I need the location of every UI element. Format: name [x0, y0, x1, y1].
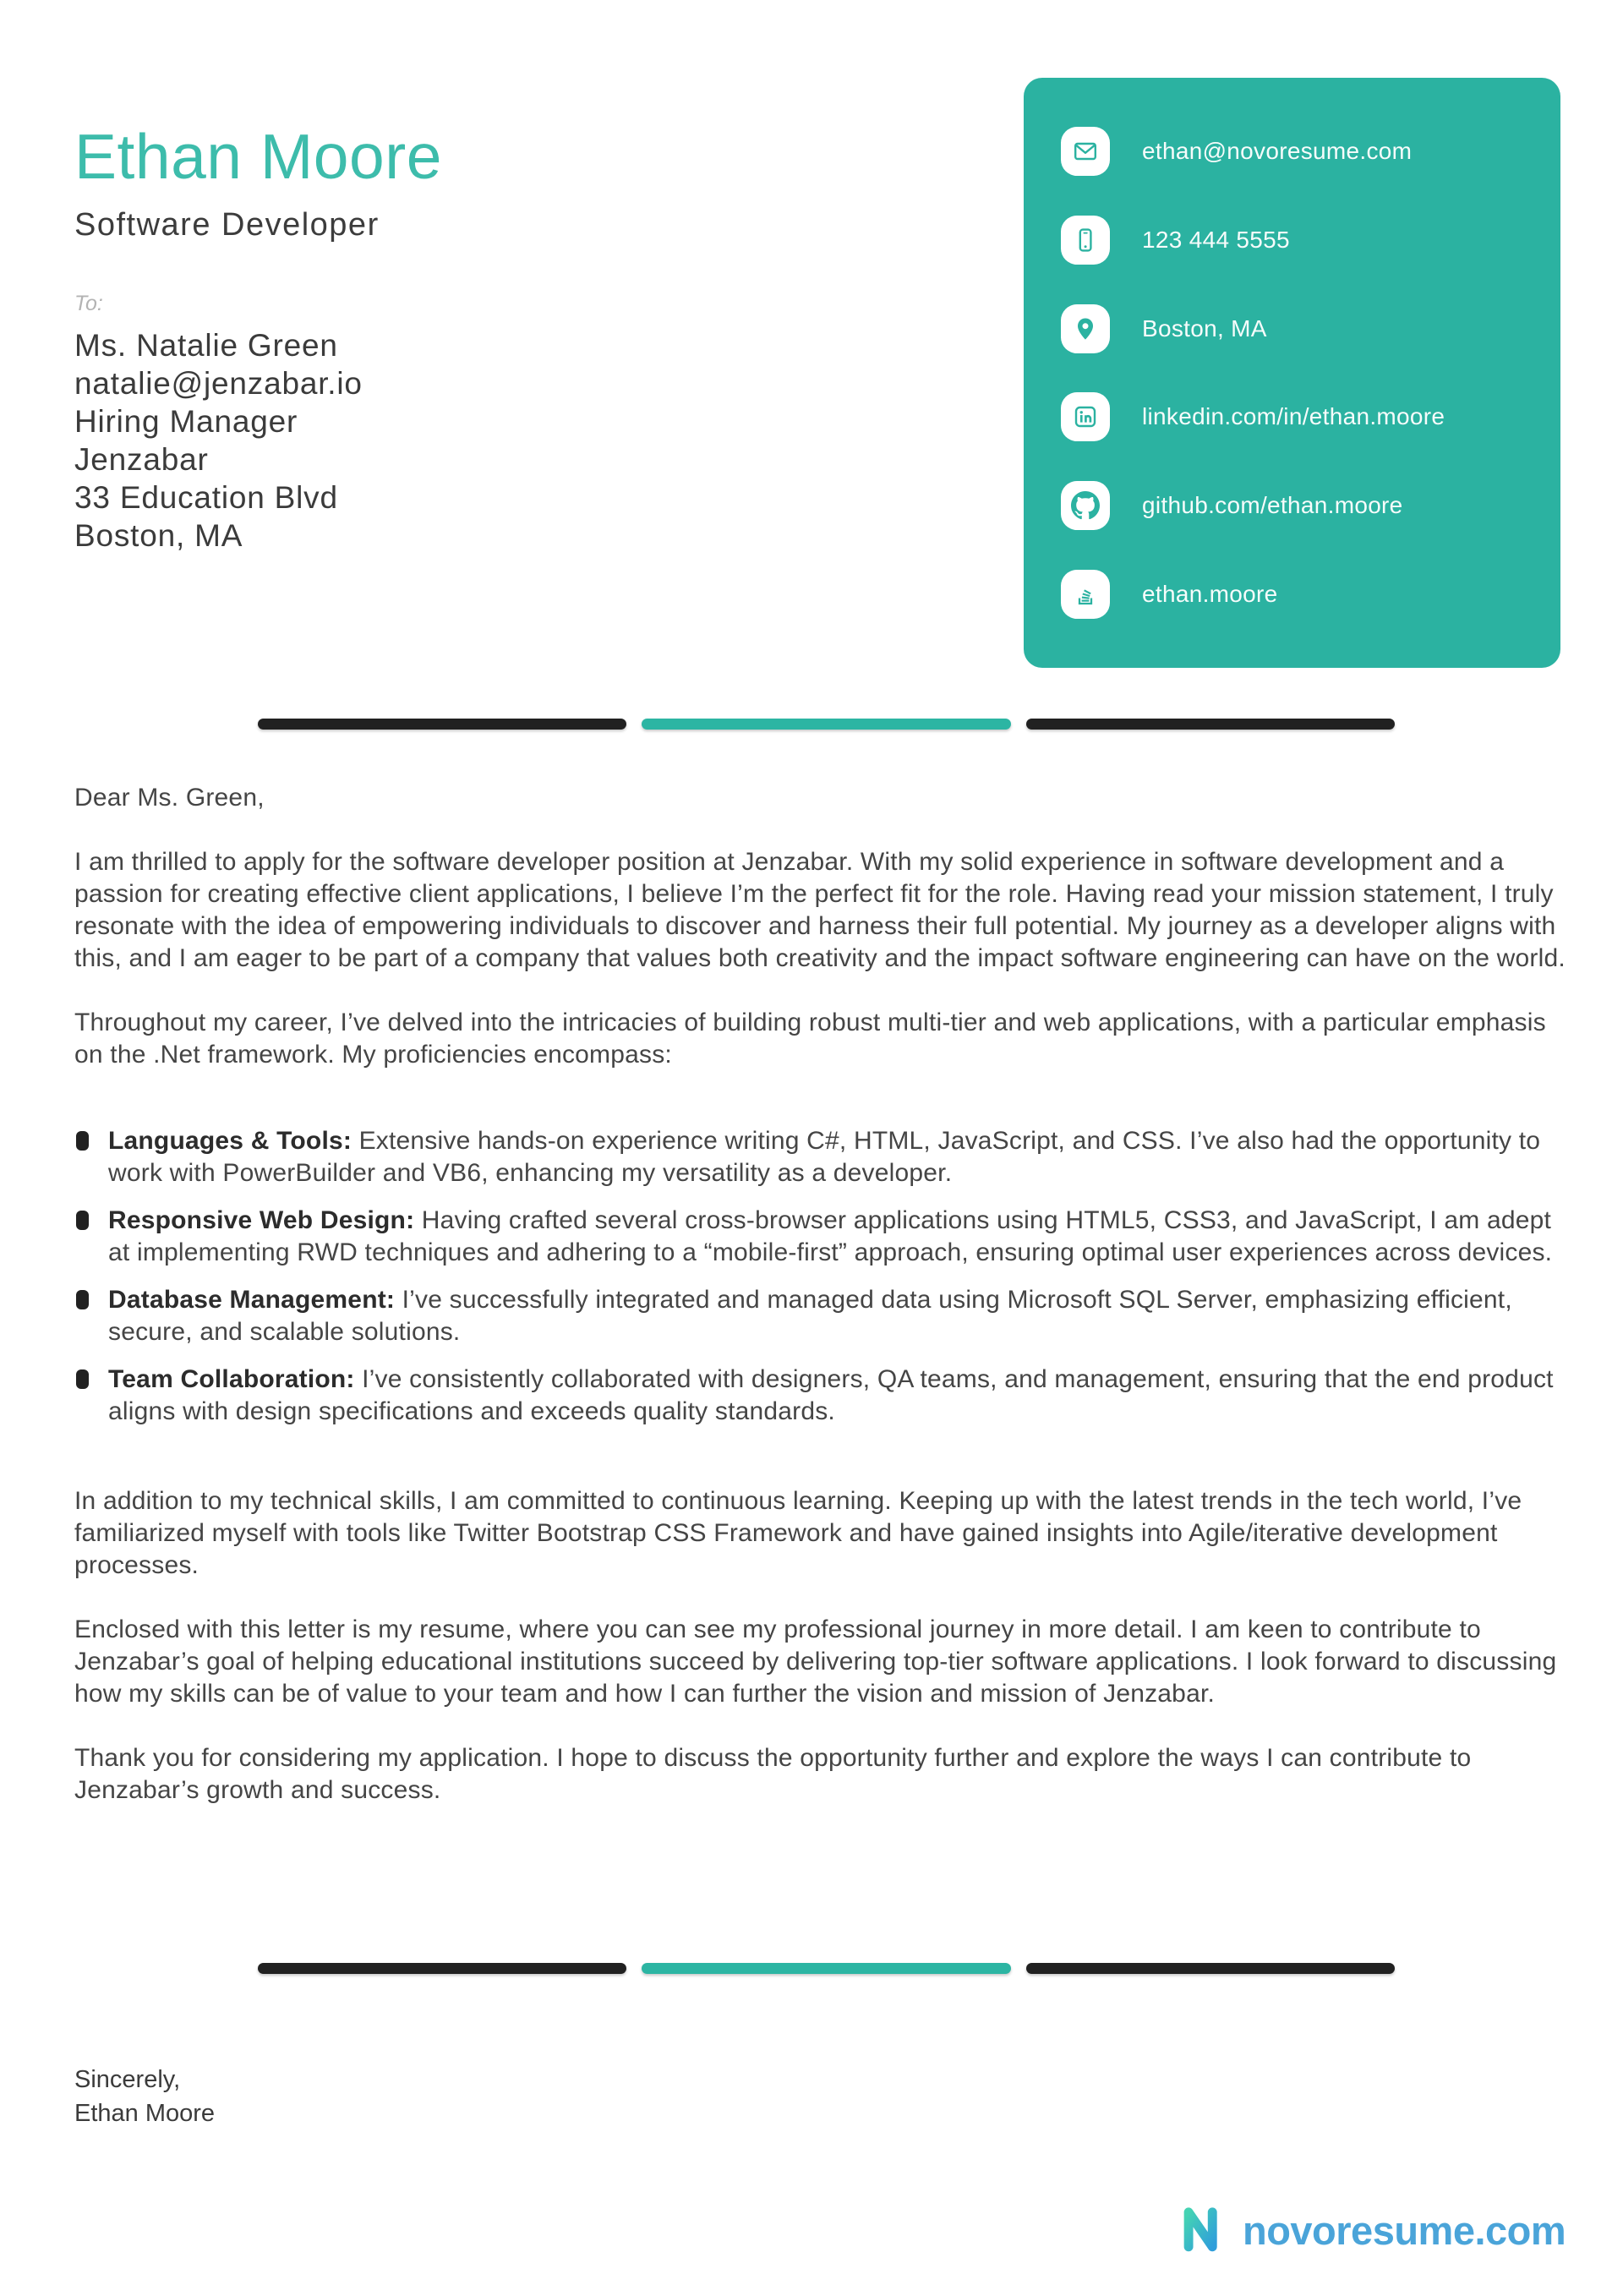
contact-card	[1024, 78, 1560, 668]
bullet-label: Languages & Tools:	[108, 1127, 352, 1155]
recipient-email: natalie@jenzabar.io	[74, 366, 363, 401]
contact-row-email	[1061, 127, 1523, 176]
skills-list	[74, 1125, 1571, 1428]
paragraph-learning: In addition to my technical skills, I am committed to continuous learning. Keeping up with the latest trends in the tech world, I’ve familiarized myself with tools like Twitter Bootstrap CSS Framework and have gained insights into Agile/iterative development processes.	[74, 1487, 1522, 1579]
bullet-label: Database Management:	[108, 1286, 396, 1314]
contact-location-value: Boston, MA	[1142, 314, 1267, 342]
section-divider-bottom	[258, 1963, 1395, 1974]
contact-linkedin-value: linkedin.com/in/ethan.moore	[1142, 403, 1445, 430]
bullet-label: Team Collaboration:	[108, 1365, 355, 1393]
divider-segment-dark	[1026, 719, 1395, 730]
stackoverflow-icon	[1061, 570, 1110, 619]
recipient-city: Boston, MA	[74, 518, 243, 553]
list-item	[74, 1364, 1571, 1428]
bullet-text: I’ve consistently collaborated with designers, QA teams, and management, ensuring that the end product aligns with design specifications and exceeds quality standards.	[108, 1365, 1554, 1425]
recipient-name: Ms. Natalie Green	[74, 328, 338, 363]
paragraph-intro: I am thrilled to apply for the software developer position at Jenzabar. With my solid experience in software development and a passion for creating effective client applications, I believe I’m the perfect fit for the role. Having read your mission statement, I truly resonate with the idea of empowering individuals to discover and harness their full potential. My journey as a developer aligns with this, and I am eager to be part of a company that values both creativity and the impact software engineering can have on the world.	[74, 848, 1566, 972]
bullet-label: Responsive Web Design:	[108, 1206, 415, 1234]
divider-segment-dark	[1026, 1963, 1395, 1974]
brand-wordmark: novoresume.com	[1243, 2208, 1566, 2253]
signature-block	[74, 2063, 215, 2130]
signoff: Sincerely,	[74, 2066, 181, 2093]
bullet-text: Extensive hands-on experience writing C#, HTML, JavaScript, and CSS. I’ve also had the opportunity to work with PowerBuilder and VB6, enhancing my versatility as a developer.	[108, 1127, 1541, 1187]
github-icon	[1061, 481, 1110, 530]
divider-segment-teal	[642, 719, 1010, 730]
phone-icon	[1061, 216, 1110, 265]
paragraph-enclosure: Enclosed with this letter is my resume, where you can see my professional journey in more detail. I am keen to contribute to Jenzabar’s goal of helping educational institutions succeed by delivering top-tier software applications. I look forward to discussing how my skills can be of value to your team and how I can further the vision and mission of Jenzabar.	[74, 1615, 1557, 1708]
applicant-job-title: Software Developer	[74, 207, 380, 243]
divider-segment-dark	[258, 719, 626, 730]
list-item	[74, 1125, 1571, 1189]
divider-segment-teal	[642, 1963, 1010, 1974]
contact-stackoverflow-value: ethan.moore	[1142, 580, 1278, 607]
divider-segment-dark	[258, 1963, 626, 1974]
contact-row-stackoverflow	[1061, 570, 1523, 619]
salutation: Dear Ms. Green,	[74, 784, 265, 812]
novoresume-logo-icon	[1177, 2201, 1231, 2260]
recipient-role: Hiring Manager	[74, 404, 298, 439]
bullet-text: Having crafted several cross-browser applications using HTML5, CSS3, and JavaScript, I am adept at implementing RWD techniques and adhering to a “mobile-first” approach, ensuring optimal user experiences across devices.	[108, 1206, 1553, 1266]
recipient-to-label: To:	[74, 292, 103, 315]
location-icon	[1061, 304, 1110, 353]
letter-body	[74, 782, 1571, 1839]
letter-header	[74, 121, 442, 555]
contact-row-linkedin	[1061, 392, 1523, 441]
contact-row-github	[1061, 481, 1523, 530]
list-item	[74, 1284, 1571, 1348]
section-divider-top	[258, 719, 1395, 730]
linkedin-icon	[1061, 392, 1110, 441]
paragraph-career: Throughout my career, I’ve delved into the intricacies of building robust multi-tier and web applications, with a particular emphasis on the .Net framework. My proficiencies encompass:	[74, 1009, 1546, 1069]
contact-row-location	[1061, 304, 1523, 353]
contact-phone-value: 123 444 5555	[1142, 226, 1290, 253]
recipient-street: 33 Education Blvd	[74, 480, 338, 515]
applicant-name: Ethan Moore	[74, 121, 442, 192]
contact-email-value: ethan@novoresume.com	[1142, 138, 1413, 164]
recipient-block	[74, 326, 442, 555]
recipient-company: Jenzabar	[74, 442, 209, 477]
contact-row-phone	[1061, 216, 1523, 265]
contact-github-value: github.com/ethan.moore	[1142, 492, 1403, 519]
brand-footer	[1177, 2201, 1566, 2260]
bullet-text: I’ve successfully integrated and managed data using Microsoft SQL Server, emphasizing efficient, secure, and scalable solutions.	[108, 1286, 1512, 1346]
paragraph-thanks: Thank you for considering my application. I hope to discuss the opportunity further and explore the ways I can contribute to Jenzabar’s growth and success.	[74, 1744, 1472, 1804]
email-icon	[1061, 127, 1110, 176]
list-item	[74, 1205, 1571, 1269]
signature-name: Ethan Moore	[74, 2100, 216, 2127]
